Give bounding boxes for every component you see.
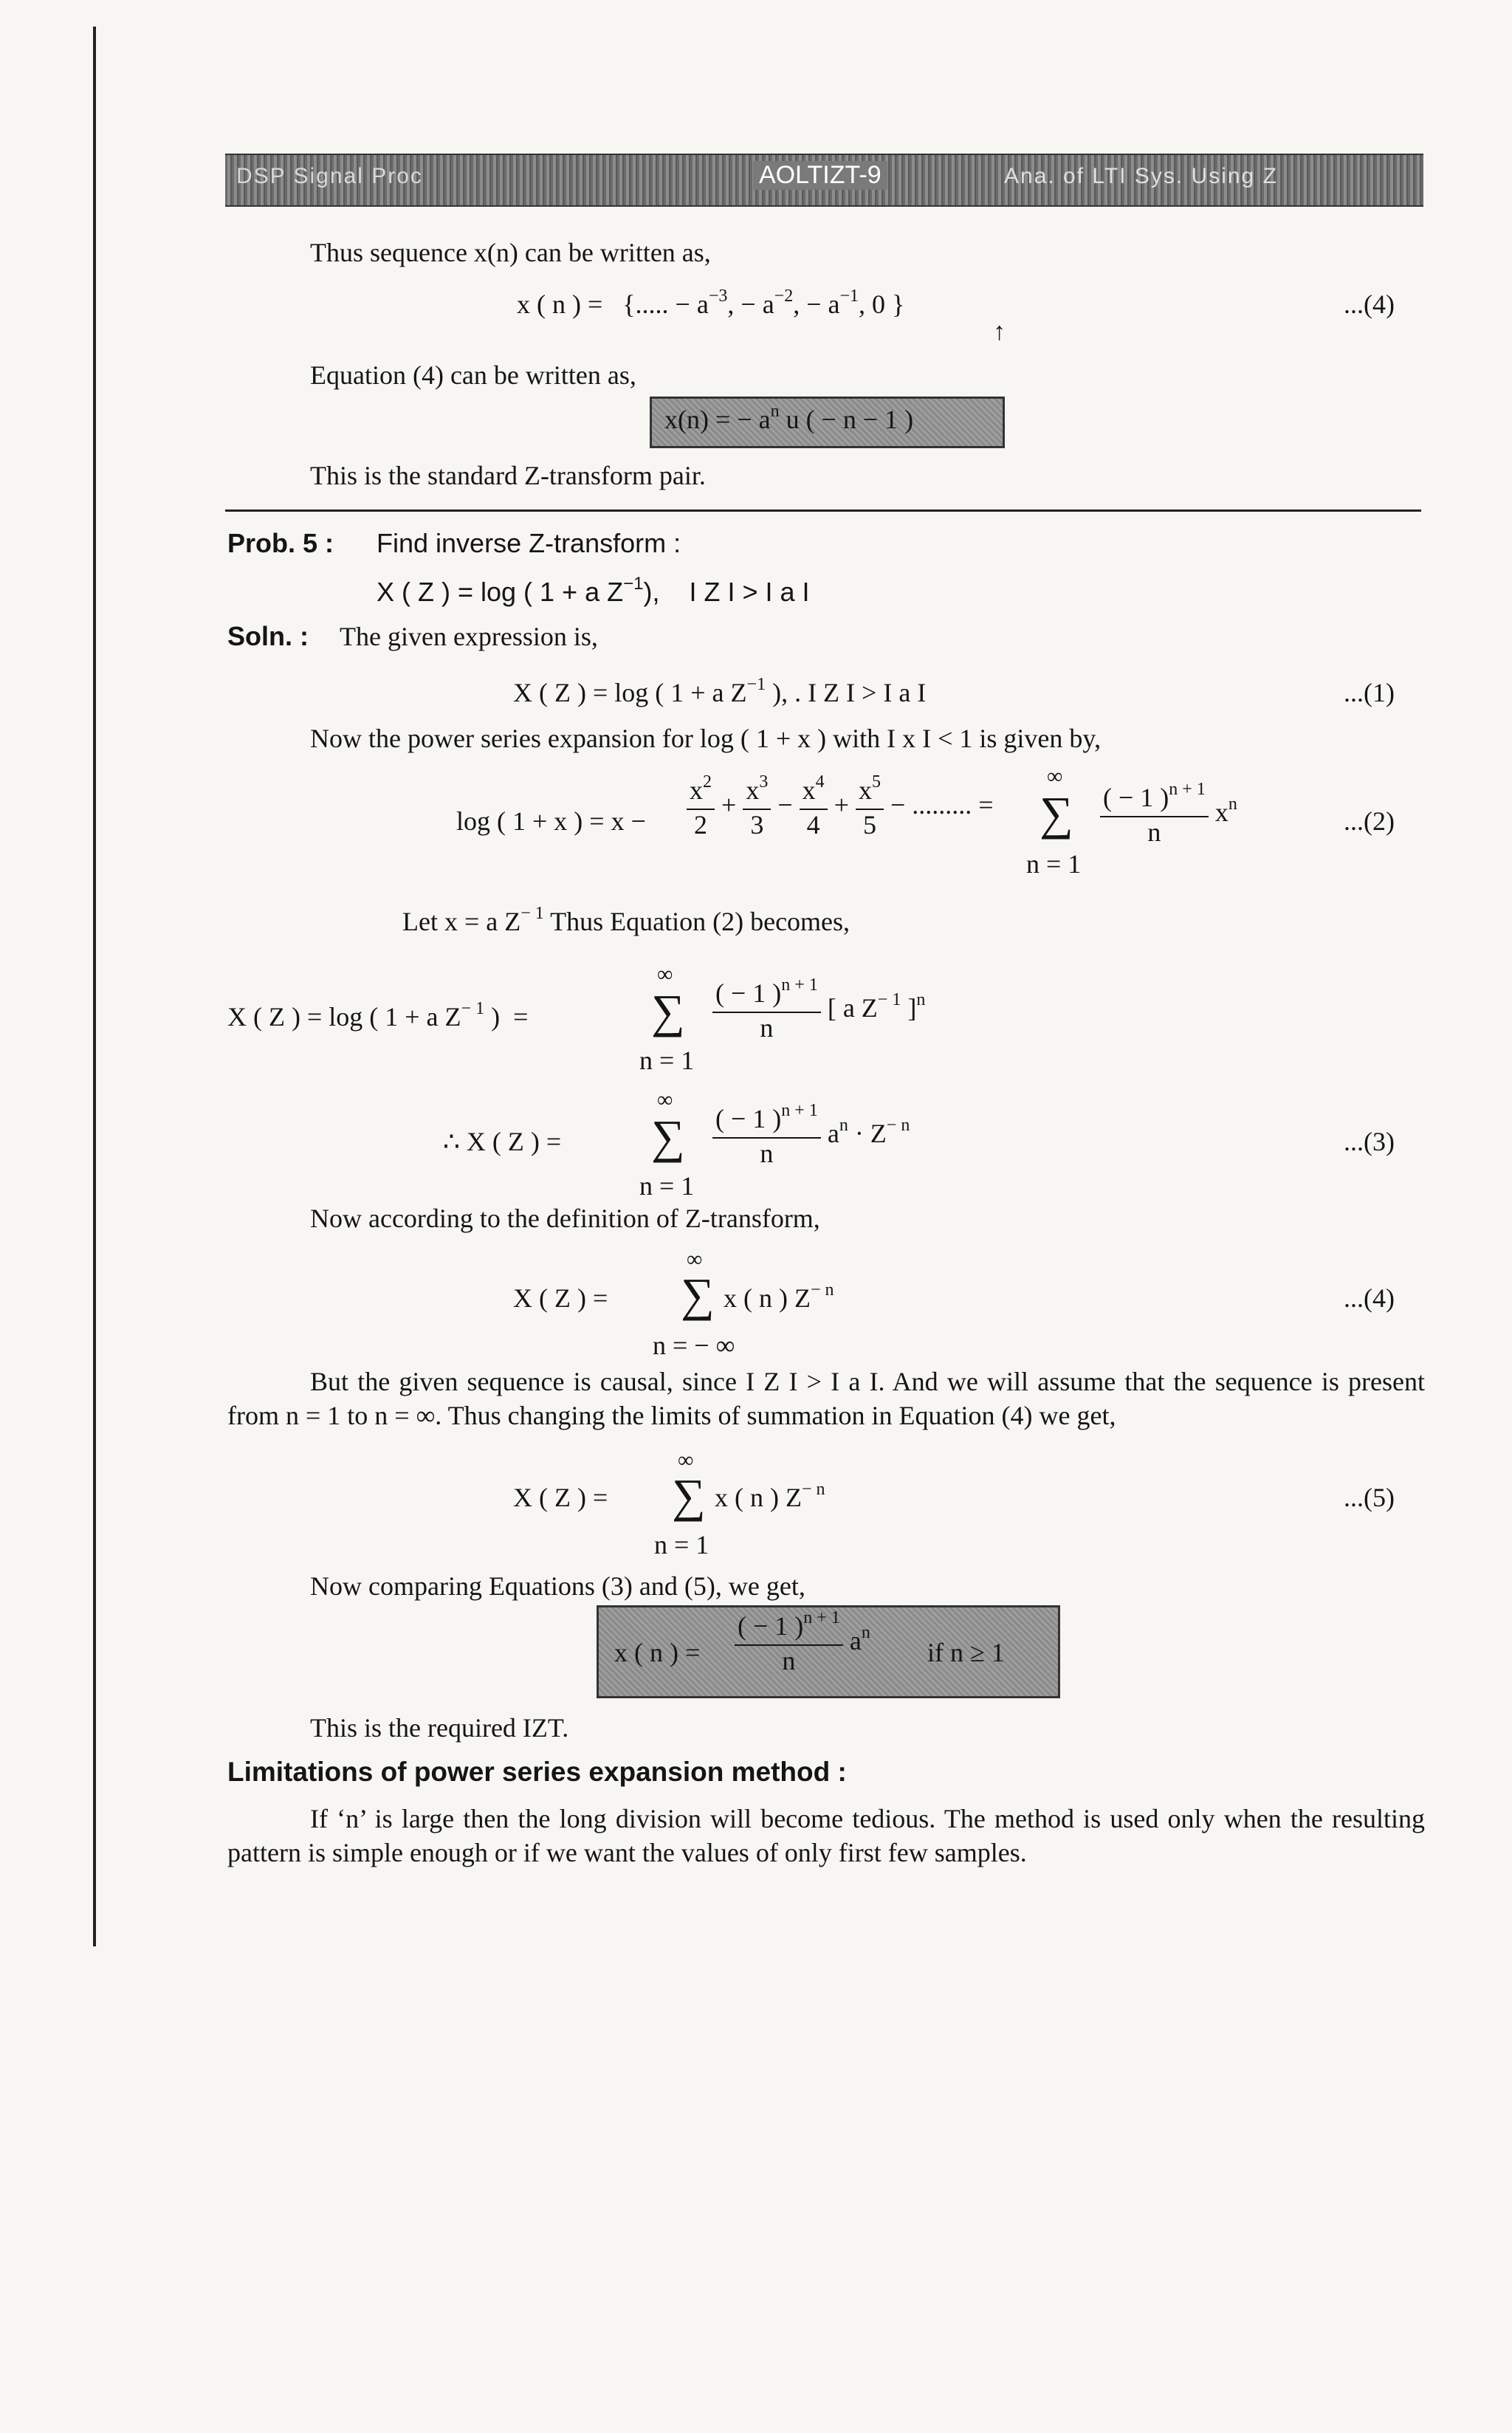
eq2-tag: ...(2) — [1344, 806, 1395, 836]
intro-line-1: Thus sequence x(n) can be written as, — [310, 238, 711, 267]
sum2-upper: ∞ — [1047, 764, 1063, 789]
compare-line: Now comparing Equations (3) and (5), we get, — [310, 1571, 805, 1601]
eq4-lhs: x ( n ) = — [517, 289, 603, 319]
page-margin-line — [93, 27, 96, 1946]
header-left-text: DSP Signal Proc — [236, 164, 423, 188]
eq3-tag: ...(3) — [1344, 1127, 1395, 1156]
sum5-term: x ( n ) $Z^{- n}$ — [715, 1480, 825, 1512]
sum4-sigma-icon: ∑ — [681, 1269, 715, 1321]
causal-paragraph: But the given sequence is causal, since I Z I > I a I. And we will assume that the sequence is present from n = 1 to n = ∞. Thus changing the limits of summation in Equation (4) we get, — [227, 1367, 1425, 1430]
origin-arrow-icon: ↑ — [993, 318, 1006, 346]
sum-sub-term: $\frac{( - 1 )^{n + 1}}{n}$ [ a $Z^{- 1}$ ]$^n$ — [712, 978, 925, 1043]
sum4-upper: ∞ — [687, 1247, 703, 1272]
soln-text: The given expression is, — [340, 622, 598, 651]
section-divider — [225, 509, 1421, 512]
soln-label: Soln. : — [227, 621, 309, 651]
sum-sub-lower: n = 1 — [639, 1046, 695, 1075]
sum5-sigma-icon: ∑ — [672, 1469, 706, 1522]
boxed-result-2-condition: if n ≥ 1 — [927, 1638, 1005, 1667]
prob-label: Prob. 5 : — [227, 528, 334, 558]
sum3-lower: n = 1 — [639, 1171, 695, 1201]
izt-line: This is the required IZT. — [310, 1713, 569, 1743]
eq4-tag: ...(4) — [1344, 289, 1395, 319]
equation-5-lhs: X ( Z ) = — [513, 1483, 608, 1512]
sum2-term: $\frac{( - 1 )^{n + 1}}{n}$ $x^n$ — [1100, 783, 1237, 847]
equation-substituted-lhs: X ( Z ) = log ( 1 + a $Z^{- 1}$ ) = — [227, 999, 529, 1032]
header-right-text: Ana. of LTI Sys. Using Z — [1004, 164, 1278, 188]
intro-line-2: Equation (4) can be written as, — [310, 360, 636, 390]
header-center-text: AOLTIZT-9 — [753, 161, 887, 190]
eq4-rhs: {..... − a — [622, 289, 709, 319]
limitations-heading: Limitations of power series expansion method : — [227, 1757, 847, 1787]
equation-4b-lhs: X ( Z ) = — [513, 1283, 608, 1313]
sum3-upper: ∞ — [657, 1088, 673, 1112]
boxed-result-2-fraction: $\frac{( - 1 )^{n + 1}}{n}$ $a^n$ — [735, 1611, 870, 1675]
boxed-result-1-text: x(n) = − $a^n$ u ( − n − 1 ) — [664, 402, 914, 434]
eq1-tag: ...(1) — [1344, 678, 1395, 707]
sum5-upper: ∞ — [678, 1448, 694, 1472]
equation-4-top: x ( n ) = {..... − $a^{-3}$, − $a^{-2}$, − $a^{-1}$, 0 } — [517, 286, 905, 319]
let-line: Let x = a $Z^{- 1}$ Thus Equation (2) becomes, — [402, 904, 850, 936]
equation-2-series: $\frac{x^2}{2}$ + $\frac{x^3}{3}$ − $\frac{x^4}{4}$ + $\frac{x^5}{5}$ − ......... = — [687, 775, 994, 840]
series-intro: Now the power series expansion for log ( 1 + x ) with I x I < 1 is given by, — [310, 724, 1102, 753]
equation-3-lhs: ∴ X ( Z ) = — [443, 1127, 562, 1156]
boxed-result-2-lhs: x ( n ) = — [614, 1638, 701, 1667]
equation-2-lhs: log ( 1 + x ) = x − — [456, 806, 646, 836]
sum3-sigma-icon: ∑ — [651, 1111, 685, 1163]
prob-roc: I Z I > I a I — [689, 577, 810, 607]
sum3-term: $\frac{( - 1 )^{n + 1}}{n}$ $a^n \cdot Z^{- n}$ — [712, 1104, 910, 1168]
sum-sub-upper: ∞ — [657, 962, 673, 986]
limitations-paragraph: If ‘n’ is large then the long division will become tedious. The method is used only when the resulting pattern is simple enough or if we want the values of only first few samples. — [227, 1804, 1425, 1867]
sum2-sigma-icon: ∑ — [1040, 787, 1073, 840]
sum5-lower: n = 1 — [654, 1530, 709, 1559]
sum4-lower: n = − ∞ — [653, 1331, 735, 1360]
intro-line-3: This is the standard Z-transform pair. — [310, 461, 706, 490]
eq5-tag: ...(5) — [1344, 1483, 1395, 1512]
sum2-lower: n = 1 — [1026, 849, 1082, 879]
equation-1: X ( Z ) = log ( 1 + a $Z^{-1}$ ), . I Z I > I a I — [513, 675, 927, 707]
prob-text: Find inverse Z-transform : — [377, 528, 681, 558]
definition-line: Now according to the definition of Z-transform, — [310, 1204, 820, 1233]
prob-expression: X ( Z ) = log ( 1 + a $Z^{-1}$), I Z I > I a I — [377, 574, 810, 607]
sum-sub-sigma-icon: ∑ — [651, 985, 685, 1037]
eq4b-tag: ...(4) — [1344, 1283, 1395, 1313]
sum4-term: x ( n ) $Z^{- n}$ — [724, 1280, 834, 1313]
